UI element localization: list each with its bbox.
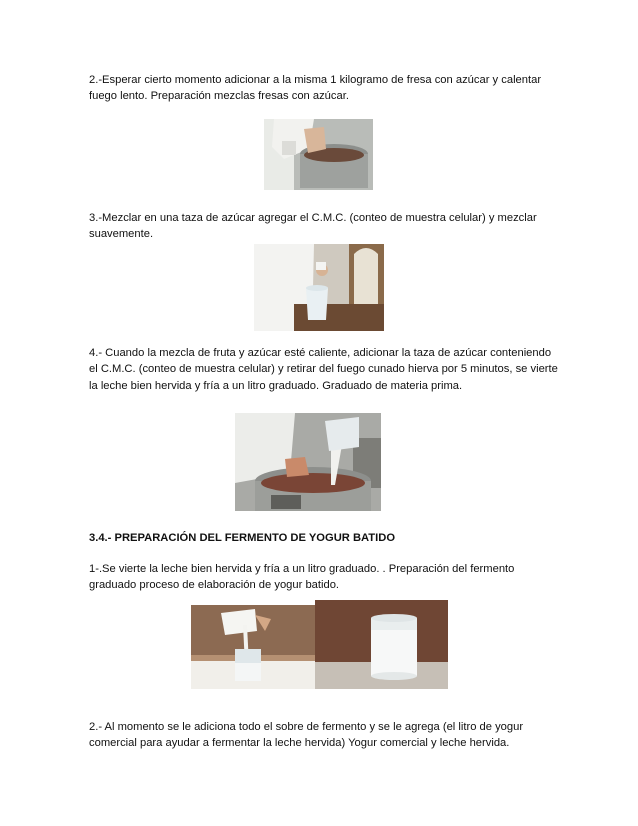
glass-of-milk-photo xyxy=(315,600,448,689)
paragraph-ferment-step-1: 1-.Se vierte la leche bien hervida y fría a un litro graduado. . Preparación del fermento graduado proceso de elaboración de yogur batido. xyxy=(89,563,515,592)
strawberry-pot-photo xyxy=(264,119,373,190)
paragraph-step-3: 3.-Mezclar en una taza de azúcar agregar el C.M.C. (conteo de muestra celular) y mezclar suavemente. xyxy=(89,212,537,241)
section-heading: 3.4.- PREPARACIÓN DEL FERMENTO DE YOGUR BATIDO xyxy=(89,532,396,544)
paragraph-step-2: 2.-Esperar cierto momento adicionar a la misma 1 kilogramo de fresa con azúcar y calentar fuego lento. Preparación mezclas fresas con azúcar. xyxy=(89,74,542,103)
cmc-cup-photo xyxy=(254,244,384,331)
paragraph-ferment-step-2: 2.- Al momento se le adiciona todo el sobre de fermento y se le agrega (el litro de yogur comercial para ayudar a fermentar la leche hervida) Yogur comercial y leche hervida. xyxy=(89,721,524,750)
paragraph-step-4: 4.- Cuando la mezcla de fruta y azúcar esté caliente, adicionar la taza de azúcar conteniendo el C.M.C. (conteo de muestra celular) y retirar del fuego cunado hierva por 5 minutos, se vierte la leche bien hervida y fría a un litro graduado. Graduado de materia prima. xyxy=(89,347,558,392)
pour-milk-pot-photo xyxy=(235,413,381,511)
pour-milk-jug-photo xyxy=(191,605,315,689)
